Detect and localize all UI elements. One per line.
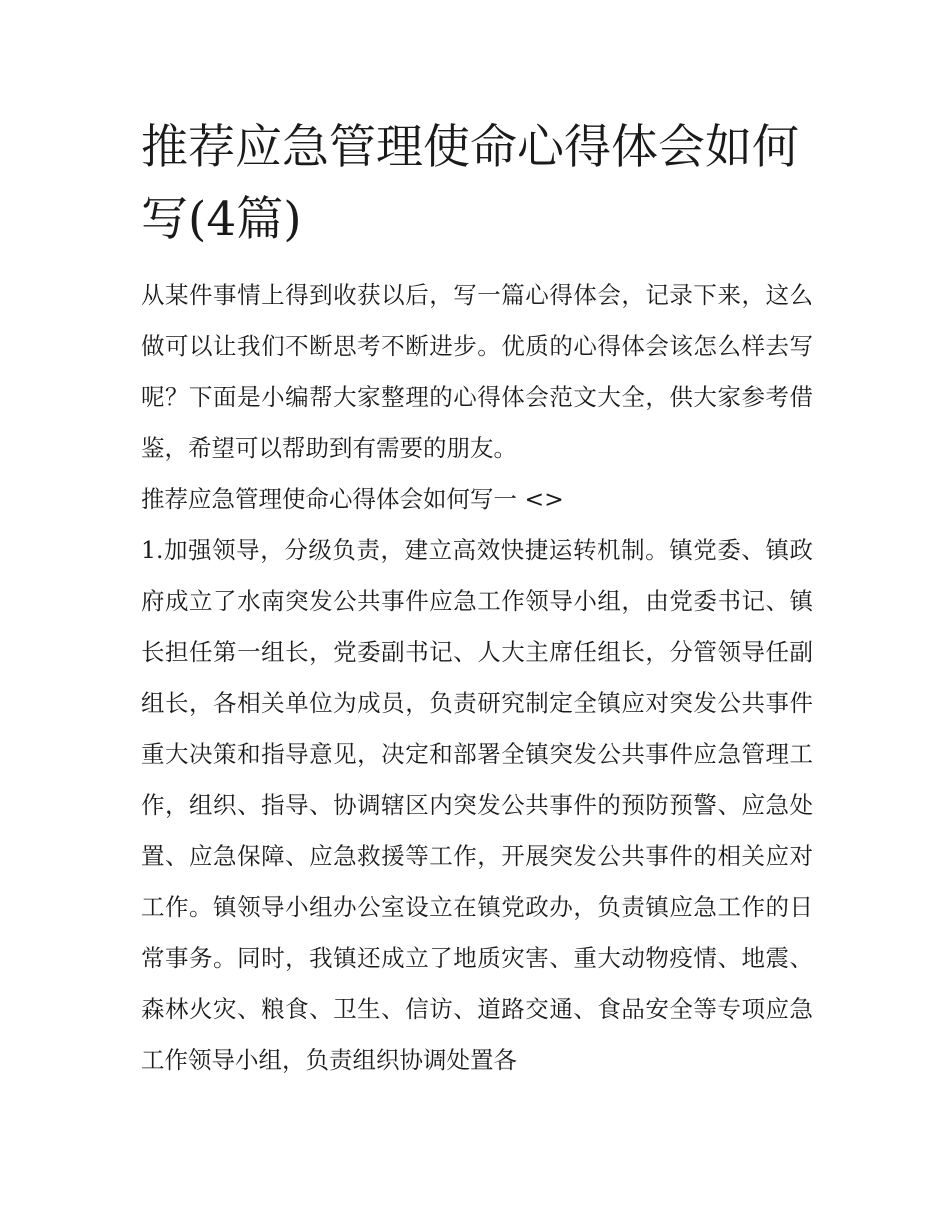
document-title: 推荐应急管理使命心得体会如何写(4篇) (141, 120, 799, 247)
section-heading: 推荐应急管理使命心得体会如何写一 <> (141, 485, 564, 513)
intro-paragraph: 从某件事情上得到收获以后，写一篇心得体会，记录下来，这么做可以让我们不断思考不断进步。优质的心得体会该怎么样去写呢？下面是小编帮大家整理的心得体会范文大全，供大家参考借鉴，希望可以帮助到有需要的朋友。 (141, 281, 813, 462)
body-paragraph: 1.加强领导，分级负责，建立高效快捷运转机制。镇党委、镇政府成立了水南突发公共事件应急工作领导小组，由党委书记、镇长担任第一组长，党委副书记、人大主席任组长，分管领导任副组长，各相关单位为成员，负责研究制定全镇应对突发公共事件重大决策和指导意见，决定和部署全镇突发公共事件应急管理工作，组织、指导、协调辖区内突发公共事件的预防预警、应急处置、应急保障、应急救援等工作，开展突发公共事件的相关应对工作。镇领导小组办公室设立在镇党政办，负责镇应急工作的日常事务。同时，我镇还成立了地质灾害、重大动物疫情、地震、森林火灾、粮食、卫生、信访、道路交通、食品安全等专项应急工作领导小组，负责组织协调处置各 (141, 536, 813, 1074)
document-content (141, 112, 813, 1086)
